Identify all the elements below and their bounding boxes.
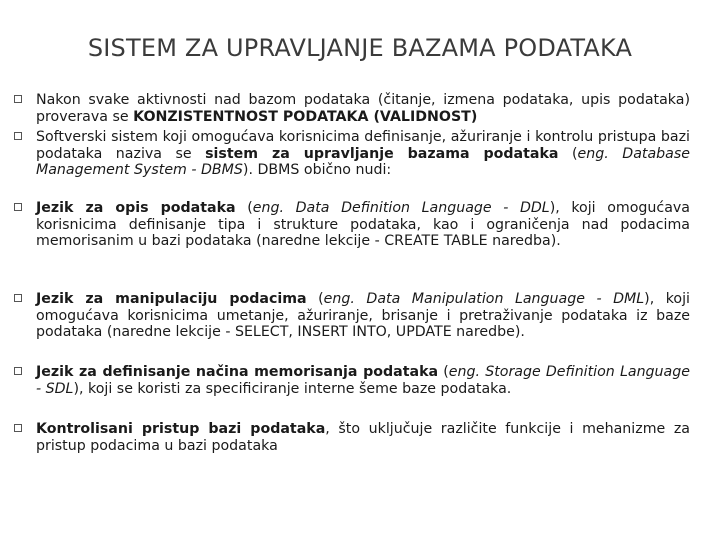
bullet-text-bold: Jezik za definisanje načina memorisanja podataka (36, 364, 439, 380)
bullet-text-plain: Nakon svake aktivnosti nad bazom podataka (čitanje, izmena podataka, upis podataka) proverava se (36, 92, 690, 125)
slide-title: SISTEM ZA UPRAVLJANJE BAZAMA PODATAKA (87, 34, 633, 62)
bullet-text-italic: eng. Storage Definition Language - SDL (36, 364, 690, 397)
bullet-text-bold: Kontrolisani pristup bazi podataka (36, 421, 326, 437)
bullet-text (36, 129, 690, 179)
bullet-text-plain: ), koji omogućava korisnicima definisanje tipa i strukture podataka, kao i ograničenja nad podacima memorisanim u bazi podataka (naredne lekcije - CREATE TABLE naredba). (36, 200, 690, 249)
bullet-item (14, 92, 690, 125)
bullet-text-plain: ( (558, 145, 578, 162)
square-bullet-icon (14, 132, 22, 140)
square-bullet-icon (14, 203, 22, 211)
bullet-text-bold: Jezik za manipulaciju podacima (36, 291, 307, 307)
bullet-text-plain: Softverski sistem koji omogućava korisnicima definisanje, ažuriranje i kontrolu pristupa bazi podataka naziva se (36, 129, 690, 162)
square-bullet-icon (14, 424, 22, 432)
bullet-text-plain: ( (235, 200, 253, 216)
bullet-item (14, 200, 690, 250)
bullet-text-plain: ), koji omogućava korisnicima umetanje, ažuriranje, brisanje i pretraživanje podataka iz baze podataka (naredne lekcije - SELECT, INSERT INTO, UPDATE naredbe). (36, 291, 690, 340)
bullet-item (14, 129, 690, 179)
bullet-item (14, 421, 690, 454)
bullet-text-plain: , što uključuje različite funkcije i mehanizme za pristup podacima u bazi podataka (36, 421, 690, 454)
bullet-text (36, 421, 690, 454)
bullet-text-plain: ), koji se koristi za specificiranje interne šeme baze podataka. (73, 380, 512, 397)
square-bullet-icon (14, 367, 22, 375)
bullet-text-italic: eng. Data Manipulation Language - DML (323, 291, 645, 307)
bullet-text-italic: eng. Data Definition Language - DDL (252, 200, 550, 216)
square-bullet-icon (14, 95, 22, 103)
bullet-item (14, 291, 690, 341)
bullet-text-plain: ( (438, 364, 449, 380)
bullet-text-plain: ). DBMS obično nudi: (242, 162, 392, 178)
square-bullet-icon (14, 294, 22, 302)
bullet-text-bold: KONZISTENTNOST PODATAKA (VALIDNOST) (133, 108, 478, 125)
bullet-text-bold: Jezik za opis podataka (36, 200, 236, 216)
bullet-text (36, 364, 690, 397)
bullet-item (14, 364, 690, 397)
bullet-text (36, 291, 690, 341)
bullet-text-plain: ( (306, 291, 324, 307)
bullet-text-italic: eng. Database Management System - DBMS (36, 145, 690, 178)
bullet-text (36, 200, 690, 250)
bullet-text-bold: sistem za upravljanje bazama podataka (205, 145, 559, 162)
bullet-text (36, 92, 690, 125)
